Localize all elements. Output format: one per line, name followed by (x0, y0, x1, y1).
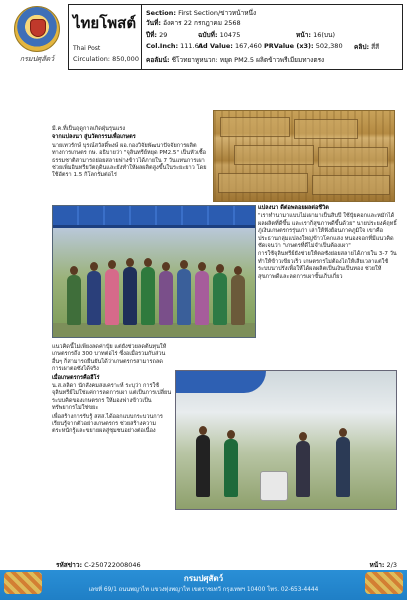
umbrella (176, 371, 266, 393)
paragraph: นายเทวรักษ์ บุรณ์สวัสดิ์พงษ์ ผอ.กองวิจัยพัฒนาปัจจัยการผลิตทางการเกษตร กษ. อธิบายว่า "จุลินทรีย์หยุด PM2.5" เป็นหัวเชื้อธรรมชาติสามารถย่อยสลายฟางข้าวได้ภายใน 7 วันแทนการเผา ช่วยเพิ่มอินทรียวัตถุดินและยังทำให้ผลผลิตสูงขึ้นในระยะยาว โดยใช้อัตรา 1.5 กิโลกรัมต่อไร่ (52, 142, 207, 179)
paragraph: การใช้จุลินทรีย์ยังช่วยให้ตอซังย่อยสลายได้ภายใน 3-7 วัน ทำให้ข้าวเขียวเร็ว เกษตรกรไม่ต้องไถให้เสียเวลาแต่ใช้ระบบนาปรังเพื่อให้ได้ผลผลิตเป็นเงินเป็นทอง ช่วยให้สุขภาพดีและลดการเผาขั้นเก็บเกี่ยว (258, 251, 397, 280)
tent-canopy (53, 206, 256, 228)
section-value: First Section/ข่าวหน้าหนึ่ง (178, 9, 257, 17)
straw-bales-photo (213, 110, 395, 202)
seal-emblem-icon (30, 19, 46, 37)
paragraph: แนวคิดนี้ไม่เพียงลดค่าปุ๋ย แต่ยังช่วยลดต้นทุนให้เกษตรกรถึง 300 บาทต่อไร่ ซึ่งอเมื่อรวมกับส่วนอื่นๆ ก็สามารถยืนยันได้ว่าเกษตรกรสามารถลดการเผาตอซังได้จริง (52, 344, 167, 373)
tone-value: สี่สี (371, 43, 380, 51)
section-row: Section: First Section/ข่าวหน้าหนึ่ง (146, 9, 257, 17)
adval-value: 167,460 (234, 42, 262, 50)
newspaper-name-en: Thai Post (73, 45, 101, 52)
department-name: กรมปศุสัตว์ (183, 574, 224, 583)
news-code: รหัสข่าว: C-250722008046 (56, 561, 141, 569)
issue-row: ปีที่: 29 ฉบับที่: 10475 หน้า: 16(บน) (146, 31, 335, 39)
farmers-group-photo (52, 205, 256, 338)
circulation (73, 55, 139, 63)
page-value: 16(บน) (313, 31, 335, 39)
newspaper-name: ไทยโพสต์ (73, 14, 137, 32)
page-counter: หน้า: 2/3 (369, 561, 397, 569)
article-left-bottom (52, 344, 172, 437)
logo-caption: กรมปศุสัตว์ (19, 55, 55, 63)
paragraph: มี.ค.ที่เป็นฤดูกาลเกิดฝุ่นรุนแรง (52, 126, 126, 132)
paragraph: น.ส.ลลิดา นักสังคมสงเคราะห์ ระบุว่า การใช้จุลินทรีย์ไม่ใช่แค่การลดการเผา แต่เป็นการเปลี่ยนระบบคิดของเกษตรกร ให้มองฟางข้าวเป็นทรัพยากรไม่ใช่ขยะ (52, 383, 172, 412)
subheading: เมื่อเกษตรกรคือฮีโร่ (52, 374, 100, 381)
colinch-value: 111.64 (180, 42, 203, 50)
clipping-footer (56, 560, 401, 570)
article-right (258, 205, 398, 282)
subheading: แปลงนา ดีต่อพลอยผลต่อชีวิต (258, 205, 329, 211)
date-row: วันที่: อังคาร 22 กรกฎาคม 2568 (146, 19, 241, 27)
issue-value: 10475 (219, 31, 241, 39)
dld-logo (8, 4, 66, 70)
column-row: คอลัมน์: ชีโวทยาหูหนวก: หยุด PM2.5 ผลิตข้าวพรีเมียมทางตรง (146, 56, 325, 64)
year-value: 29 (159, 31, 168, 39)
department-seal-icon (14, 6, 60, 52)
circulation-label: Circulation: (73, 55, 110, 63)
circulation-value: 850,000 (112, 55, 139, 63)
article-left-top (52, 126, 212, 181)
paragraph: เพื่อสร้างการรับรู้ สสส.ได้ออกแบบกระบวนการเรียนรู้จากตัวอย่างเกษตรกร ช่วยสร้างความตระหนักรู้และขยายผลสู่ชุมชนอย่างต่อเนื่อง (52, 413, 163, 435)
subheading: จากแปลงนา สู่นวัตกรรมเพื่อเกษตร (52, 134, 136, 141)
department-footer-band (0, 570, 407, 600)
paragraph: "เราทำนามาแบบไม่เผามาเป็นสิบปี ใช้ปุ๋ยคอกและหมักได้ผลผลิตที่ดีขึ้น และเราก็สุขภาพดีขึ้นด้วย" นายประยงค์ฤทธิ์ ภู่เงินเกษตรกรรุ่นเก่า เล่าให้ฟังย้อนภาคภูมิใจ เขาคือประธานกลุ่มแปลงใหญ่ข้าวโคกแสง หนองจอกที่มีแนวคิดชัดเจนว่า "เกษตรที่ดีไม่จำเป็นต้องเผา" (258, 213, 397, 250)
clipping-metadata (142, 4, 403, 70)
date-value: อังคาร 22 กรกฎาคม 2568 (163, 19, 241, 27)
clipping-header (4, 2, 403, 72)
prvalue-value: 502,380 (315, 42, 343, 50)
department-address: เลขที่ 69/1 ถนนพญาไท แขวงทุ่งพญาไท เขตราชเทวี กรุงเทพฯ 10400 โทร. 02-653-4444 (88, 587, 319, 593)
demonstration-photo (175, 370, 397, 510)
value-row: Col.Inch: 111.64 Ad Value: 167,460 PRValue (x3): 502,380 คลิป: สี่สี (146, 42, 380, 51)
newspaper-brand (68, 4, 142, 70)
column-value: ชีโวทยาหูหนวก: หยุด PM2.5 ผลิตข้าวพรีเมียมทางตรง (171, 56, 325, 64)
